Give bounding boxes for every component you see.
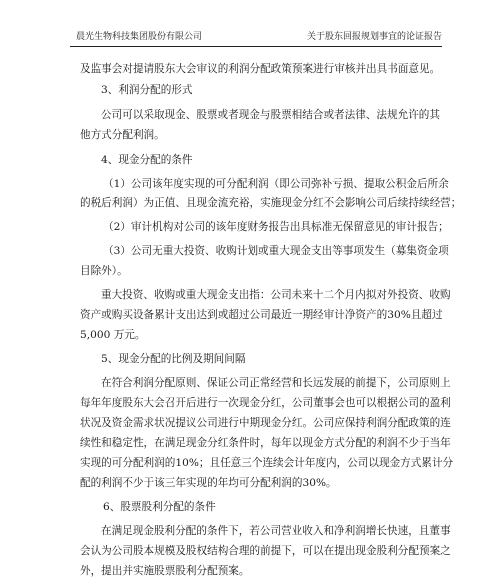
paragraph-line: 重大投资、收购或重大现金支出指：公司未来十二个月内拟对外投资、收购 [101, 289, 451, 301]
paragraph-line: 会认为公司股本规模及股权结构合理的前提下，可以在提出现金股利分配预案之 [80, 545, 451, 557]
paragraph-line: 状况及资金需求状况提议公司进行中期现金分红。公司应保持利润分配政策的连 [80, 417, 451, 429]
paragraph-line: （2）审计机构对公司的该年度财务报告出具标准无保留意见的审计报告； [103, 221, 449, 233]
paragraph-line: 5,000 万元。 [80, 329, 146, 341]
paragraph-line: 目除外）。 [80, 265, 128, 277]
paragraph-line: 在符合利润分配原则、保证公司正常经营和长远发展的前提下，公司原则上 [101, 377, 451, 389]
paragraph-line: 配的利润不少于该三年实现的年均可分配利润的30%。 [80, 477, 337, 489]
paragraph-line: 资产或购买设备累计支出达到或超过公司最近一期经审计净资产的30%且超过 [80, 309, 443, 321]
paragraph-line: 的税后利润）为正值、且现金流充裕，实施现金分红不会影响公司后续持续经营； [80, 197, 462, 209]
paragraph-line: 续性和稳定性，在满足现金分红条件时，每年以现金方式分配的利润不少于当年 [80, 437, 451, 449]
paragraph-line: 及监事会对提请股东大会审议的利润分配政策预案进行审核并出具书面意见。 [80, 63, 441, 75]
section-heading: 6、股票股利分配的条件 [103, 501, 216, 513]
paragraph-line: 每年年度股东大会召开后进行一次现金分红，公司董事会也可以根据公司的盈利 [80, 397, 451, 409]
paragraph-line: （1）公司该年度实现的可分配利润（即公司弥补亏损、提取公积金后所余 [103, 178, 449, 190]
paragraph-line: 实现的可分配利润的10%；且任意三个连续会计年度内，公司以现金方式累计分 [80, 457, 454, 469]
section-heading: 4、现金分配的条件 [101, 154, 193, 166]
section-heading: 5、现金分配的比例及期间间隔 [101, 353, 246, 365]
header-divider [70, 46, 442, 47]
paragraph-line: 公司可以采取现金、股票或者现金与股票相结合或者法律、法规允许的其 [101, 109, 440, 121]
header-document-title: 关于股东回报规划事宜的论证报告 [306, 32, 442, 42]
section-heading: 3、利润分配的形式 [101, 84, 193, 96]
paragraph-line: 在满足现金股利分配的条件下，若公司营业收入和净利润增长快速，且董事 [101, 525, 451, 537]
page-header [70, 31, 442, 47]
paragraph-line: （3）公司无重大投资、收购计划或重大现金支出等事项发生（募集资金项 [103, 245, 449, 257]
paragraph-line: 外，提出并实施股票股利分配预案。 [80, 565, 250, 577]
header-company-name: 晨光生物科技集团股份有限公司 [76, 32, 203, 42]
paragraph-line: 他方式分配利润。 [80, 129, 165, 141]
